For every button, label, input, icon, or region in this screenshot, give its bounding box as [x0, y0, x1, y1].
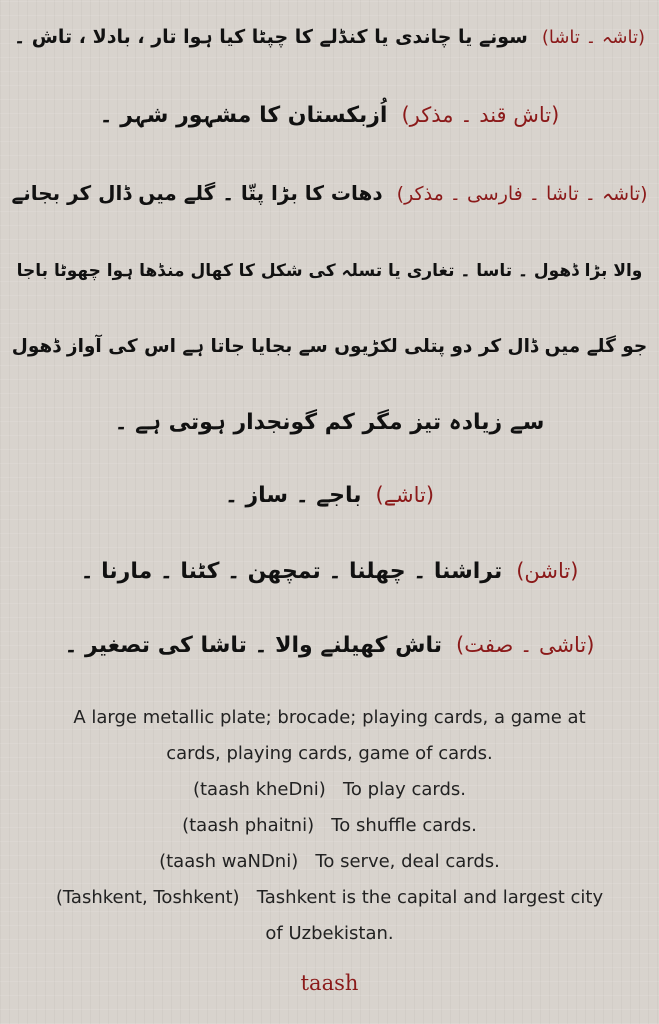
phrase-term: (taash kheDni): [192, 779, 326, 800]
urdu-headword: (تاشے): [375, 483, 435, 507]
phrase-term: (Tashkent, Toshkent): [55, 887, 240, 908]
urdu-definition-continued: والا بڑا ڈھول ۔ تاسا ۔ تغاری یا تسلہ کی شکل کا کھال منڈھا ہوا چھوٹا باجا: [16, 261, 643, 281]
english-phrase: [8, 844, 651, 880]
urdu-definition-continued: سے زیادہ تیز مگر کم گونجدار ہوتی ہے ۔: [114, 410, 545, 435]
english-definition-line: A large metallic plate; brocade; playing cards, a game at: [73, 707, 586, 728]
urdu-entry-tasha: [10, 20, 649, 55]
phrase-meaning: To serve, deal cards.: [315, 851, 500, 872]
urdu-entry-tashi: [10, 628, 649, 663]
urdu-entry-tashan: [10, 554, 649, 589]
urdu-entry-tashkand: [10, 98, 649, 133]
phrase-meaning: To play cards.: [342, 779, 467, 800]
phrase-term: (taash phaitni): [182, 815, 315, 836]
urdu-definition: اُزبکستان کا مشہور شہر ۔: [99, 103, 388, 128]
urdu-definition: دھات کا بڑا پتّا ۔ گلے میں ڈال کر بجانے: [11, 181, 383, 205]
english-definition-line: of Uzbekistan.: [265, 923, 394, 944]
english-phrase: [8, 880, 651, 916]
english-phrase: [8, 808, 651, 844]
urdu-headword: (تاشی ۔ صفت): [456, 633, 595, 657]
urdu-definition: سونے یا چاندی یا کنڈلے کا چپٹا کیا ہوا تار ، بادلا ، تاش ۔: [13, 26, 528, 48]
footer-transliteration: taash: [300, 971, 359, 995]
urdu-headword: (تاشن): [516, 559, 579, 583]
english-definitions: [0, 700, 659, 1000]
phrase-meaning: Tashkent is the capital and largest city: [256, 887, 604, 908]
urdu-headword: (تاش قند ۔ مذکر): [401, 103, 560, 127]
phrase-meaning: To shuffle cards.: [331, 815, 477, 836]
urdu-entry-tasha-farsi: [10, 176, 649, 211]
english-definition-line: cards, playing cards, game of cards.: [166, 743, 493, 764]
urdu-entry-tashe: [10, 478, 649, 513]
urdu-definition: تاش کھیلنے والا ۔ تاشا کی تصغیر ۔: [64, 633, 443, 658]
english-phrase: [8, 772, 651, 808]
urdu-definition-continued: جو گلے میں ڈال کر دو پتلی لکڑیوں سے بجایا جاتا ہے اس کی آواز ڈھول: [11, 336, 648, 357]
urdu-headword: (تاشہ ۔ تاشا ۔ فارسی ۔ مذکر): [396, 183, 648, 205]
phrase-term: (taash waNDni): [159, 851, 299, 872]
urdu-definition: باجے ۔ ساز ۔: [224, 483, 362, 508]
urdu-definition: تراشنا ۔ چھلنا ۔ تمچھن ۔ کٹنا ۔ مارنا ۔: [80, 559, 503, 584]
urdu-headword: (تاشہ ۔ تاشا): [541, 27, 646, 48]
